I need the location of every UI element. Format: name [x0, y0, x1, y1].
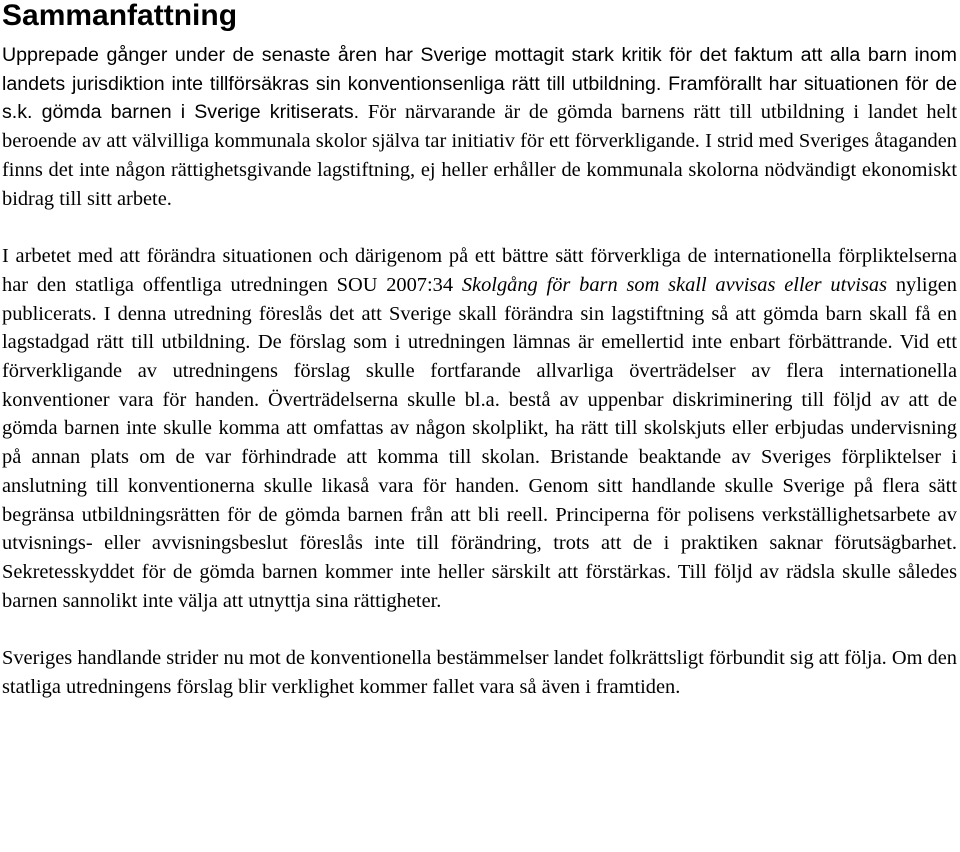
paragraph-2 — [2, 242, 957, 615]
report-title: Skolgång för barn som skall avvisas eller utvisas — [461, 273, 888, 296]
paragraph-1-sentence-1: Upprepade gånger under de senaste åren har Sverige mottagit stark kritik för det faktum att alla barn inom landets jurisdiktion inte tillförsäkras sin konventionsenliga rätt till utbildning. Framförallt har situationen för de s.k. gömda barnen i Sverige kritiserats. — [2, 44, 957, 124]
page-title: Sammanfattning — [2, 0, 238, 32]
paragraph-3: Sveriges handlande strider nu mot de konventionella bestämmelser landet folkrättsligt förbundit sig att följa. Om den statliga utredningens förslag blir verklighet kommer fallet vara så även i framtiden. — [2, 647, 957, 699]
paragraph-1-sentence-3: I strid med Sveriges åtaganden finns det inte någon rättighetsgivande lagstiftning, ej heller erhåller de kommunala skolorna nödvändigt ekonomiskt bidrag till sitt arbete. — [2, 130, 957, 210]
paragraph-2-after: nyligen publicerats. I denna utredning föreslås det att Sverige skall förändra sin lagstiftning så att gömda barn skall få en lagstadgad rätt till utbildning. De förslag som i utredningen lämnas är emellertid inte enbart förbättrande. Vid ett förverkligande av utredningens förslag skulle fortfarande allvarliga överträdelser av flera internationella konventioner vara för handen. Överträdelserna skulle bl.a. bestå av uppenbar diskriminering till följd av att de gömda barnen inte skulle komma att omfattas av någon skolplikt, ha rätt till skolskjuts eller erbjudas undervisning på annan plats om de var förhindrade att komma till skolan. Bristande beaktande av Sveriges förpliktelser i anslutning till konventionerna skulle likaså vara för handen. Genom sitt handlande skulle Sverige på flera sätt begränsa utbildningsrätten för de gömda barnen från att bli reell. Principerna för polisens verkställighetsarbete av utvisnings- eller avvisningsbeslut föreslås inte till förändring, trots att de i praktiken saknar förutsägbarhet. Sekretesskyddet för de gömda barnen kommer inte heller särskilt att förstärkas. Till följd av rädsla skulle således barnen sannolikt inte välja att utnyttja sina rättigheter. — [2, 273, 958, 612]
paragraph-1-sentence-2: För närvarande är de gömda barnens rätt till utbildning i landet helt beroende av att välvilliga kommunala skolor själva tar initiativ för ett förverkligande. — [2, 101, 957, 153]
paragraph-1 — [2, 41, 957, 213]
paragraph-2-before: I arbetet med att förändra situationen och därigenom på ett bättre sätt förverkliga de internationella förpliktelserna har den statliga offentliga utredningen SOU 2007:34 — [2, 245, 957, 296]
